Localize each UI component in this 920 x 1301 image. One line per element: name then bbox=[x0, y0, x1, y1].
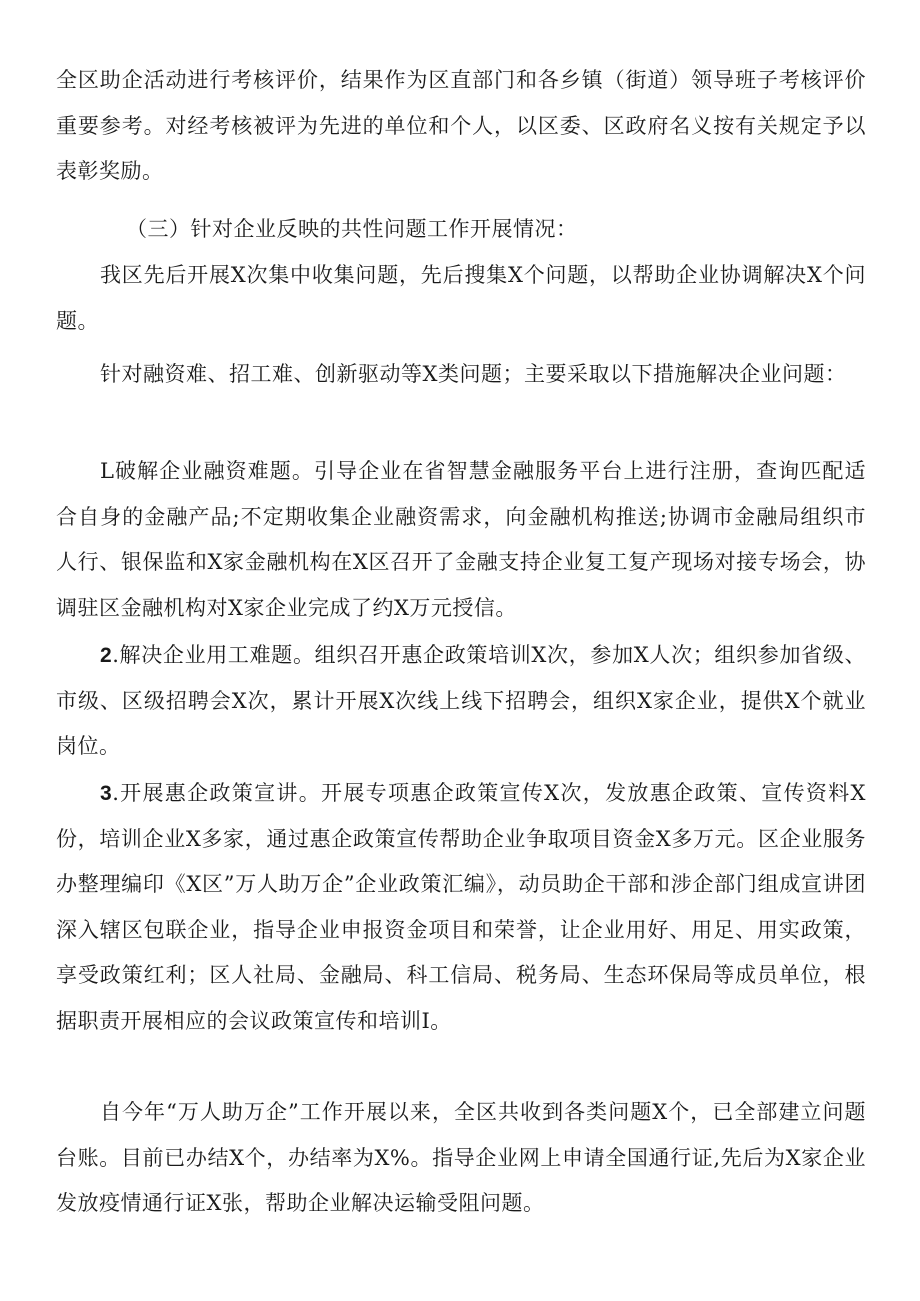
list-item-text: .解决企业用工难题。组织召开惠企政策培训X次，参加X人次；组织参加省级、市级、区级招聘会X次，累计开展X次线上线下招聘会，组织X家企业，提供X个就业岗位。 bbox=[56, 643, 866, 758]
list-item-employment bbox=[0, 633, 920, 770]
body-paragraph-summary: 自今年“万人助万企”工作开展以来，全区共收到各类问题X个，已全部建立问题台账。目前已办结X个，办结率为X%。指导企业网上申请全国通行证,先后为X家企业发放疫情通行证X张，帮助企业解决运输受阻问题。 bbox=[56, 1100, 866, 1215]
list-item-number: 3 bbox=[100, 782, 113, 805]
body-paragraph-evaluation: 全区助企活动进行考核评价，结果作为区直部门和各乡镇（街道）领导班子考核评价重要参考。对经考核被评为先进的单位和个人，以区委、区政府名义按有关规定予以表彰奖励。 bbox=[56, 68, 866, 183]
list-item-financing: L破解企业融资难题。引导企业在省智慧金融服务平台上进行注册，查询匹配适合自身的金融产品;不定期收集企业融资需求，向金融机构推送;协调市金融局组织市人行、银保监和X家金融机构在X区召开了金融支持企业复工复产现场对接专场会，协调驻区金融机构对X家企业完成了约X万元授信。 bbox=[56, 459, 866, 620]
body-paragraph-problem-collection: 我区先后开展X次集中收集问题，先后搜集X个问题，以帮助企业协调解决X个问题。 bbox=[56, 263, 866, 333]
list-item-text: .开展惠企政策宣讲。开展专项惠企政策宣传X次，发放惠企政策、宣传资料X份，培训企业X多家，通过惠企政策宣传帮助企业争取项目资金X多万元。区企业服务办整理编印《X区”万人助万企”企业政策汇编》，动员助企干部和涉企部门组成宣讲团深入辖区包联企业，指导企业申报资金项目和荣誉，让企业用好、用足、用实政策，享受政策红利；区人社局、金融局、科工信局、税务局、生态环保局等成员单位，根据职责开展相应的会议政策宣传和培训I。 bbox=[56, 781, 866, 1033]
section-heading-common-problems: （三）针对企业反映的共性问题工作开展情况： bbox=[126, 217, 578, 241]
body-paragraph-measures-intro: 针对融资难、招工难、创新驱动等X类问题；主要采取以下措施解决企业问题： bbox=[100, 362, 847, 386]
list-item-policy-promotion bbox=[0, 771, 920, 1044]
list-item-number: 2 bbox=[100, 644, 113, 667]
